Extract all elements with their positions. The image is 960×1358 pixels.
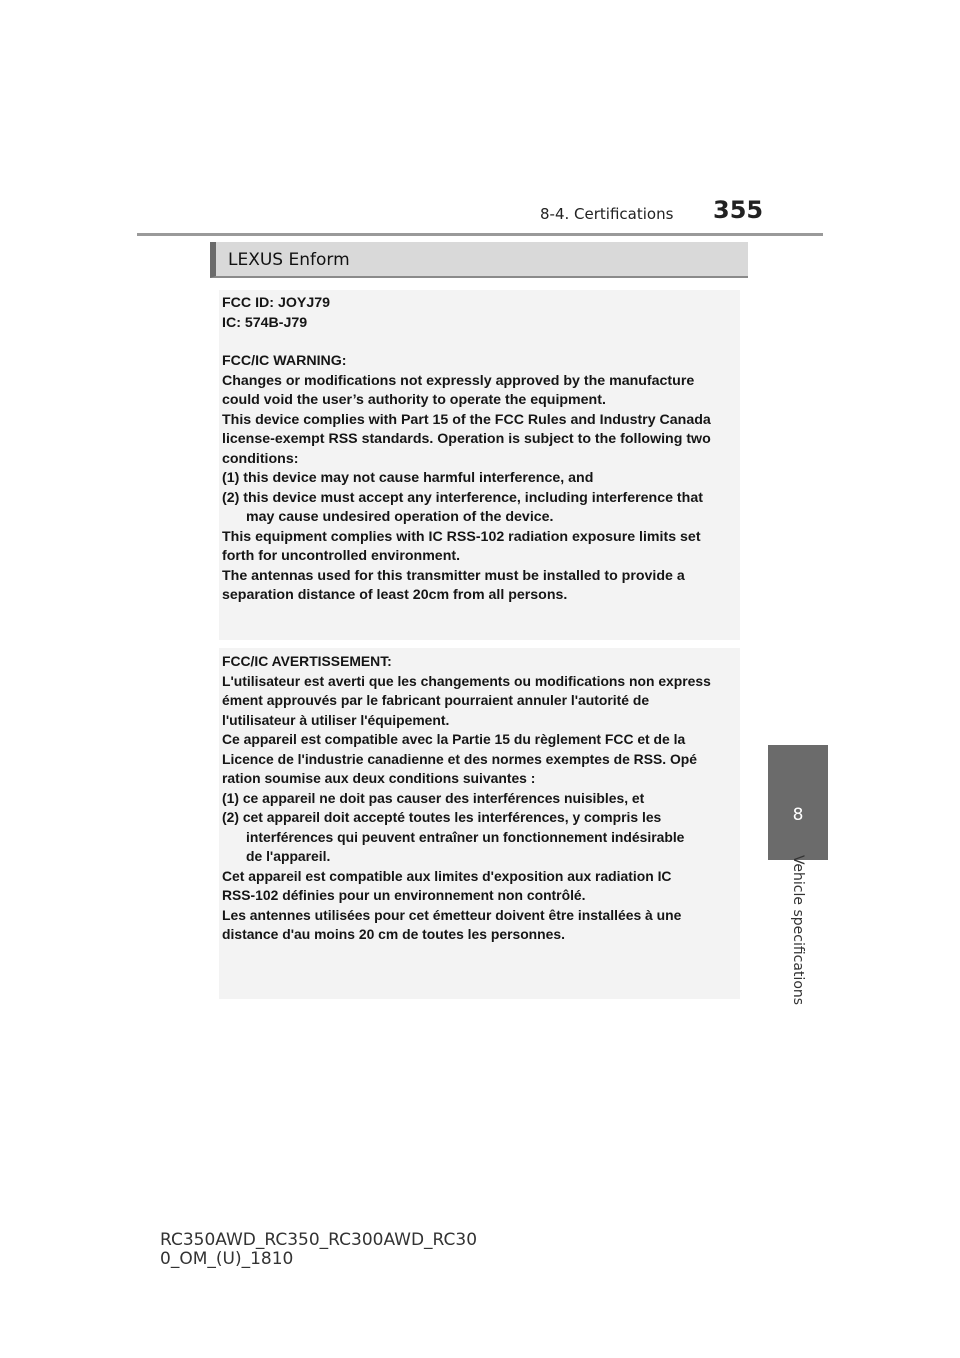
- notice-line: (2) cet appareil doit accepté toutes les interférences, y compris les: [222, 809, 662, 825]
- notice-line: FCC/IC AVERTISSEMENT:: [222, 653, 392, 669]
- notice-line: (1) ce appareil ne doit pas causer des interférences nuisibles, et: [222, 789, 645, 806]
- notice-line: (1) this device may not cause harmful interference, and: [222, 470, 594, 486]
- notice-line: ément approuvés par le fabricant pourraient annuler l'autorité de: [222, 692, 650, 708]
- notice-line: (2) this device must accept any interference, including interference that: [222, 489, 703, 506]
- chapter-tab: [768, 745, 828, 860]
- notice-line: forth for uncontrolled environment.: [222, 548, 461, 564]
- notice-line: Changes or modifications not expressly approved by the manufacture: [222, 372, 695, 389]
- fcc-notice-english: [219, 290, 740, 640]
- notice-line: interférences qui peuvent entraîner un fonctionnement indésirable: [246, 828, 685, 845]
- document-code: [160, 1231, 477, 1269]
- page-number: 355: [713, 196, 764, 224]
- notice-line: The antennas used for this transmitter must be installed to provide a: [222, 567, 685, 584]
- notice-line: ration soumise aux deux conditions suivantes :: [222, 770, 536, 786]
- notice-line: Les antennes utilisées pour cet émetteur doivent être installées à une: [222, 906, 682, 923]
- notice-line: may cause undesired operation of the device.: [246, 509, 554, 525]
- notice-line: This device complies with Part 15 of the FCC Rules and Industry Canada: [222, 411, 711, 428]
- document-code-line: RC350AWD_RC350_RC300AWD_RC30: [160, 1230, 478, 1250]
- notice-line: FCC ID: JOYJ79: [222, 295, 331, 311]
- notice-line: Licence de l'industrie canadienne et des normes exemptes de RSS. Opé: [222, 750, 697, 767]
- chapter-number: 8: [792, 805, 804, 825]
- fcc-notice-french: [219, 648, 740, 999]
- notice-line: IC: 574B-J79: [222, 314, 308, 331]
- chapter-title: Vehicle specifications: [790, 854, 806, 1006]
- notice-line: de l'appareil.: [246, 848, 331, 864]
- section-title-bar: [210, 242, 748, 278]
- section-title: LEXUS Enform: [228, 250, 350, 270]
- notice-line: separation distance of least 20cm from all persons.: [222, 587, 568, 603]
- document-code-line: 0_OM_(U)_1810: [160, 1249, 294, 1269]
- notice-line: FCC/IC WARNING:: [222, 353, 347, 369]
- notice-line: Ce appareil est compatible avec la Partie 15 du règlement FCC et de la: [222, 731, 686, 747]
- notice-line: This equipment complies with IC RSS-102 radiation exposure limits set: [222, 528, 701, 545]
- notice-line: conditions:: [222, 450, 299, 467]
- notice-blank-line: [222, 333, 740, 352]
- notice-line: distance d'au moins 20 cm de toutes les personnes.: [222, 926, 565, 942]
- notice-line: Cet appareil est compatible aux limites d'exposition aux radiation IC: [222, 867, 672, 884]
- notice-line: could void the user’s authority to operate the equipment.: [222, 392, 606, 408]
- notice-line: L'utilisateur est averti que les changements ou modifications non express: [222, 672, 711, 689]
- header-divider: [137, 233, 823, 236]
- section-reference: 8-4. Certifications: [540, 205, 674, 223]
- notice-line: l'utilisateur à utiliser l'équipement.: [222, 711, 450, 728]
- notice-line: license-exempt RSS standards. Operation is subject to the following two: [222, 431, 711, 447]
- notice-line: RSS-102 définies pour un environnement non contrôlé.: [222, 887, 586, 903]
